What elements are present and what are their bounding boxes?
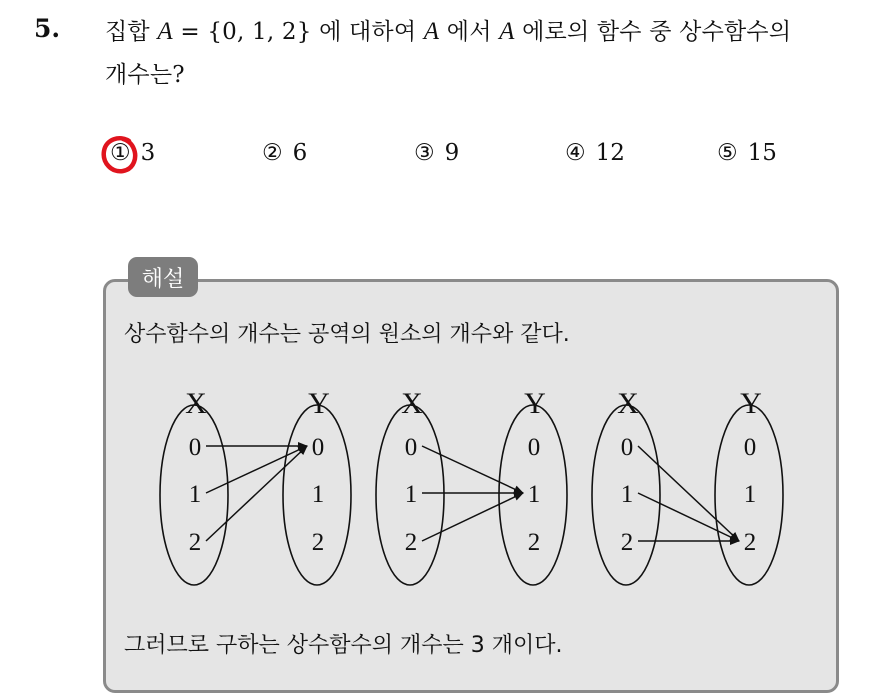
- choice-number: ②: [262, 140, 283, 166]
- codomain-element: 2: [311, 529, 325, 556]
- domain-element: 2: [404, 529, 418, 556]
- domain-element: 1: [188, 481, 202, 508]
- choice-value: 15: [747, 140, 777, 166]
- mapping-arrow: [638, 493, 739, 541]
- solution-conclusion: 그러므로 구하는 상수함수의 개수는 3 개이다.: [124, 633, 563, 658]
- mapping-arrow: [422, 493, 523, 541]
- mapping-arrow: [206, 446, 307, 493]
- choice-number: ⑤: [717, 140, 738, 166]
- choice-value: 12: [595, 140, 625, 166]
- codomain-element: 2: [743, 529, 757, 556]
- choice-number: ④: [565, 140, 586, 166]
- codomain-element: 1: [527, 481, 541, 508]
- codomain-element: 1: [743, 481, 757, 508]
- question-number: 5.: [34, 14, 61, 43]
- domain-element: 0: [620, 434, 634, 461]
- domain-label: X: [401, 387, 423, 420]
- question-text-line1: 집합 A = {0, 1, 2} 에 대하여 A 에서 A 에로의 함수 중 상수함수의: [105, 18, 792, 45]
- codomain-element: 1: [311, 481, 325, 508]
- domain-element: 1: [404, 481, 418, 508]
- choice-value: 6: [292, 140, 308, 166]
- domain-label: X: [617, 387, 639, 420]
- domain-element: 2: [620, 529, 634, 556]
- codomain-element: 0: [311, 434, 325, 461]
- set-definition: = {0, 1, 2}: [172, 19, 312, 45]
- codomain-element: 2: [527, 529, 541, 556]
- choice-number: ③: [414, 140, 435, 166]
- choice-value: 9: [444, 140, 460, 166]
- domain-element: 0: [188, 434, 202, 461]
- set-variable: A: [157, 18, 173, 45]
- choice-value: 3: [140, 140, 156, 166]
- choice-number: ①: [110, 140, 131, 166]
- mapping-arrow: [638, 446, 739, 541]
- mapping-arrow: [206, 446, 307, 541]
- solution-text: 상수함수의 개수는 공역의 원소의 개수와 같다.: [124, 322, 570, 347]
- domain-element: 2: [188, 529, 202, 556]
- codomain-label: Y: [740, 387, 762, 420]
- mapping-arrow: [422, 446, 523, 493]
- codomain-element: 0: [527, 434, 541, 461]
- question-text-line2: 개수는?: [105, 62, 185, 88]
- codomain-label: Y: [524, 387, 546, 420]
- domain-label: X: [185, 387, 207, 420]
- codomain-label: Y: [308, 387, 330, 420]
- codomain-element: 0: [743, 434, 757, 461]
- domain-element: 1: [620, 481, 634, 508]
- solution-tag: 해설: [128, 257, 198, 297]
- domain-element: 0: [404, 434, 418, 461]
